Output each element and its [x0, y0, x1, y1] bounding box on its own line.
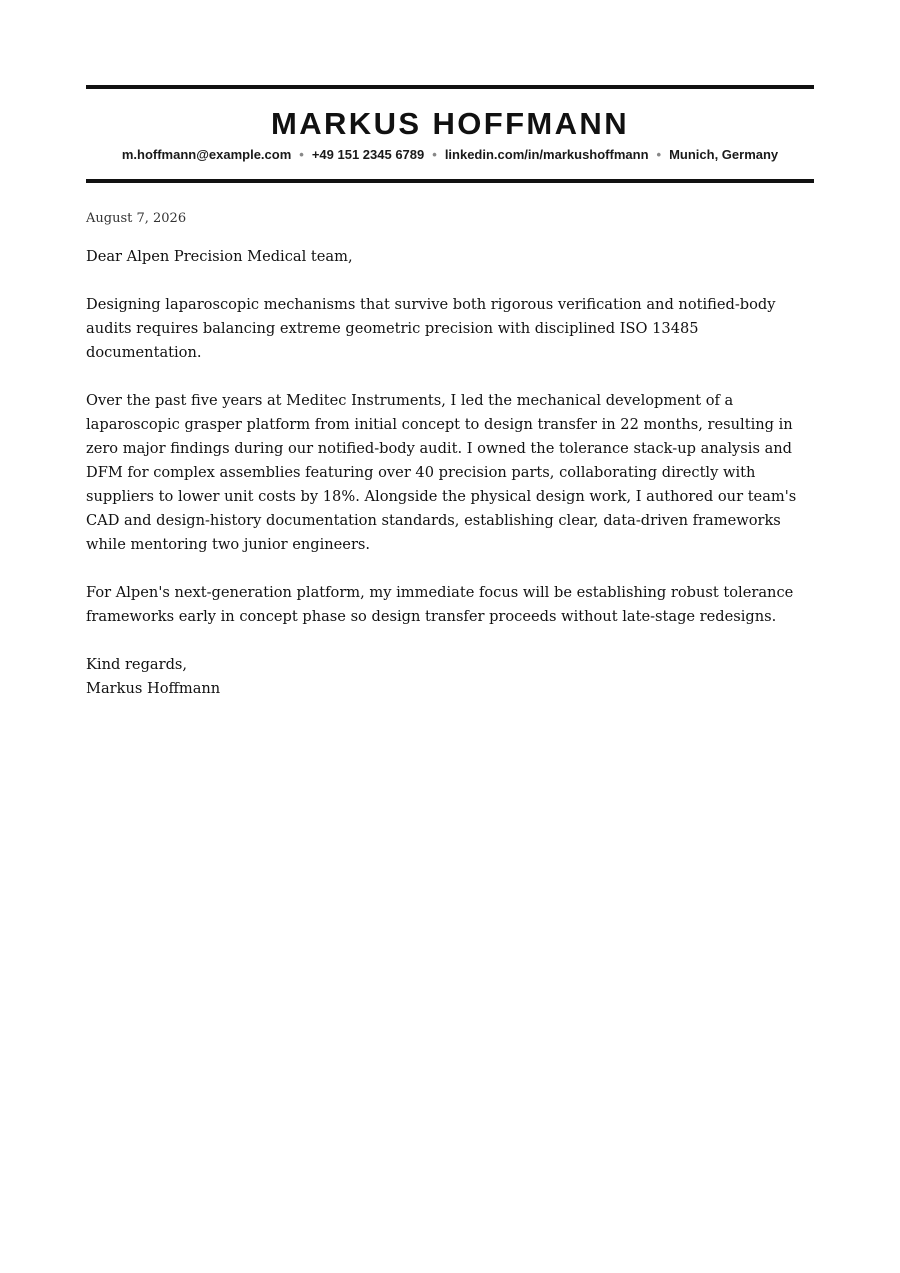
contact-location: Munich, Germany: [669, 147, 779, 162]
separator-dot: •: [299, 147, 304, 162]
salutation: Dear Alpen Precision Medical team,: [86, 248, 353, 265]
body-paragraph-3: For Alpen's next-generation platform, my immediate focus will be establishing robust tolerance frameworks early in concept phase so design transfer proceeds without late-stage redesigns.: [86, 584, 794, 625]
separator-dot: •: [432, 147, 437, 162]
separator-dot: •: [656, 147, 662, 162]
body-paragraph-1: Designing laparoscopic mechanisms that survive both rigorous verification and notified-body audits requires balancing extreme geometric precision with disciplined ISO 13485 documentation.: [86, 296, 776, 361]
letter-header: [86, 85, 814, 183]
contact-phone: +49 151 2345 6789: [311, 147, 425, 162]
contact-email: m.hoffmann@example.com: [121, 147, 292, 162]
bottom-rule: [86, 179, 814, 183]
contact-linkedin: linkedin.com/in/markushoffmann: [444, 147, 649, 162]
letter-date: August 7, 2026: [86, 211, 187, 226]
applicant-name: MARKUS HOFFMANN: [270, 106, 630, 141]
closing: Kind regards,: [86, 656, 188, 673]
signature: Markus Hoffmann: [86, 680, 221, 697]
top-rule: [86, 85, 814, 89]
body-paragraph-2: Over the past five years at Meditec Instruments, I led the mechanical development of a laparoscopic grasper platform from initial concept to design transfer in 22 months, resulting in zero major findings during our notified-body audit. I owned the tolerance stack-up analysis and DFM for complex assemblies featuring over 40 precision parts, collaborating directly with suppliers to lower unit costs by 18%. Alongside the physical design work, I authored our team's CAD and design-history documentation standards, establishing clear, data-driven frameworks while mentoring two junior engineers.: [86, 392, 797, 553]
letter-body: [86, 245, 814, 701]
contact-line: [86, 146, 814, 164]
cover-letter-page: [86, 85, 814, 701]
